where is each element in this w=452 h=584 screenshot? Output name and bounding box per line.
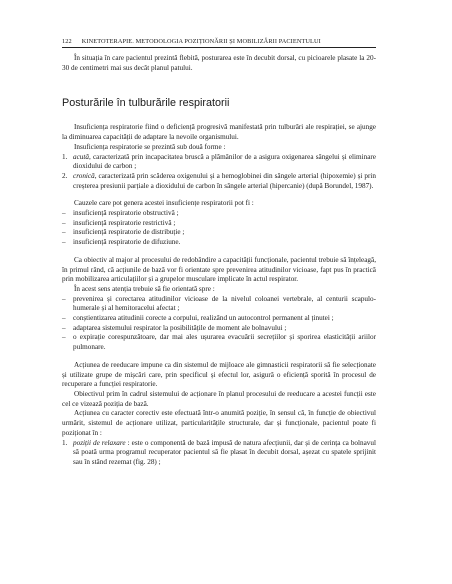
forms-list [62,153,376,192]
list-text: insuficiență respiratorie de distribuție ; [73,228,185,237]
list-item: – insuficiență respiratorie restrictivă ; [62,219,376,229]
paragraph-objective: Ca obiectiv al major al procesului de redobândire a capacității funcționale, pacientul trebuie să înțeleagă, în primul rând, că acțiunile de bază vor fi orientate spre prevenirea atitudinilor vicioase, fapt pus în practică prin mobilizarea articulațiilor și a grupelor musculare implicate în actul respirator. [62,255,376,284]
list-item: – insuficiență respiratorie obstructivă ; [62,209,376,219]
intro-paragraph: În situația în care pacientul prezintă flebită, posturarea este în decubit dorsal, cu picioarele plasate la 20-30 de centimetri mai sus decât planul patului. [62,54,376,72]
list-item: – conștientizarea atitudinii corecte a corpului, realizând un autocontrol permanent al ținutei ; [62,314,376,324]
running-title: KINETOTERAPIE. METODOLOGIA POZIȚIONĂRII ȘI MOBILIZĂRII PACIENTULUI [81,38,321,45]
list-text: conștientizarea atitudinii corecte a corpului, realizând un autocontrol permanent al ținutei ; [73,314,334,323]
list-marker: 1. [62,438,68,447]
list-text: : este o componentă de bază impusă de natura afecțiunii, dar și de cerința ca bolnavul să poată urma programul recuperator pacientul să fie plasat în decubit dorsal, așezat cu spatele sprijinit sau în stând rezemat (fig. 28) ; [73,438,376,466]
list-item: – insuficiență respiratorie de difuziune. [62,238,376,248]
list-item: – insuficiență respiratorie de distribuție ; [62,228,376,238]
section-title: Posturările în tulburările respiratorii [62,97,230,110]
page-number: 122 [62,38,72,45]
paragraph-base-position: Obiectivul prim în cadrul sistemului de acționare în planul procesului de reeducare a acestei funcții este cel ce vizează poziția de bază. [62,389,376,408]
list-text: prevenirea și corectarea atitudinilor vicioase de la nivelul coloanei vertebrale, al centurii scapulo-humerale și al hemitoracelui afectat ; [73,294,376,313]
list-text: o expirație corespunzătoare, dar mai ales ușurarea evacuării secrețiilor și sporirea elasticității ariilor pulmonare. [73,333,376,352]
list-text: , caracterizată prin scăderea oxigenului și a hemoglobinei din sângele arterial (hipoxemie) și prin creșterea presiunii parțiale a dioxidului de carbon în sângele arterial (hipercanie) (după Borundel, 1987). [73,171,376,190]
paragraph-insufficiency: Insuficiența respiratorie fiind o deficiență progresivă manifestată prin tulburări ale respirației, se ajunge la diminuarea capacității de adaptare la nevoile organismului. [62,123,376,142]
list-marker: 2. [62,171,68,180]
list-text: insuficiență respiratorie restrictivă ; [73,218,176,227]
list-item [62,172,376,191]
term: poziții de relaxare [73,438,126,447]
paragraph-forms: Insuficiența respiratorie se prezintă sub două forme : [74,142,226,151]
paragraph-reeducation: Acțiunea de reeducare impune ca din sistemul de mijloace ale gimnasticii respiratorii să fie selecționate și utilizate grupe de mișcări care, prin specificul și efectul lor, asigură o eficiență sporită în procesul de recuperare a funcției respiratorie. [62,360,376,389]
list-text: insuficiență respiratorie de difuziune. [73,238,181,247]
paragraph-causes: Cauzele care pot genera acestei insuficiențe respiratorii pot fi : [74,199,254,208]
list-item: – adaptarea sistemului respirator la posibilitățile de moment ale bolnavului ; [62,324,376,334]
list-text: , caracterizată prin incapacitatea bruscă a plămânilor de a asigura oxigenarea sângelui și eliminare dioxidului de carbon ; [73,152,376,171]
running-header [62,38,376,48]
term: acută [73,152,89,161]
list-text: adaptarea sistemului respirator la posibilitățile de moment ale bolnavului ; [73,323,287,332]
list-text: insuficiență respiratorie obstructivă ; [73,209,179,218]
causes-list [62,209,376,248]
paragraph-focus: În acest sens atenția trebuie să fie orientată spre : [74,284,215,293]
focus-list [62,295,376,353]
list-item [62,153,376,172]
paragraph-corrective: Acțiunea cu caracter corectiv este efectuată într-o anumită poziție, în sensul că, în funcție de obiectivul urmărit, sistemul de acționare utilizat, particularitățile structurale, dar și funcționale, pacientul poate fi poziționat în : [62,409,376,437]
list-item: – o expirație corespunzătoare, dar mai ales ușurarea evacuării secrețiilor și sporirea elasticității ariilor pulmonare. [62,333,376,352]
list-item [62,439,376,468]
positions-list [62,439,376,468]
book-page [62,38,376,468]
list-item: – prevenirea și corectarea atitudinilor vicioase de la nivelul coloanei vertebrale, al centurii scapulo-humerale și al hemitoracelui afectat ; [62,294,376,313]
list-marker: 1. [62,152,68,161]
term: cronică [73,171,95,180]
